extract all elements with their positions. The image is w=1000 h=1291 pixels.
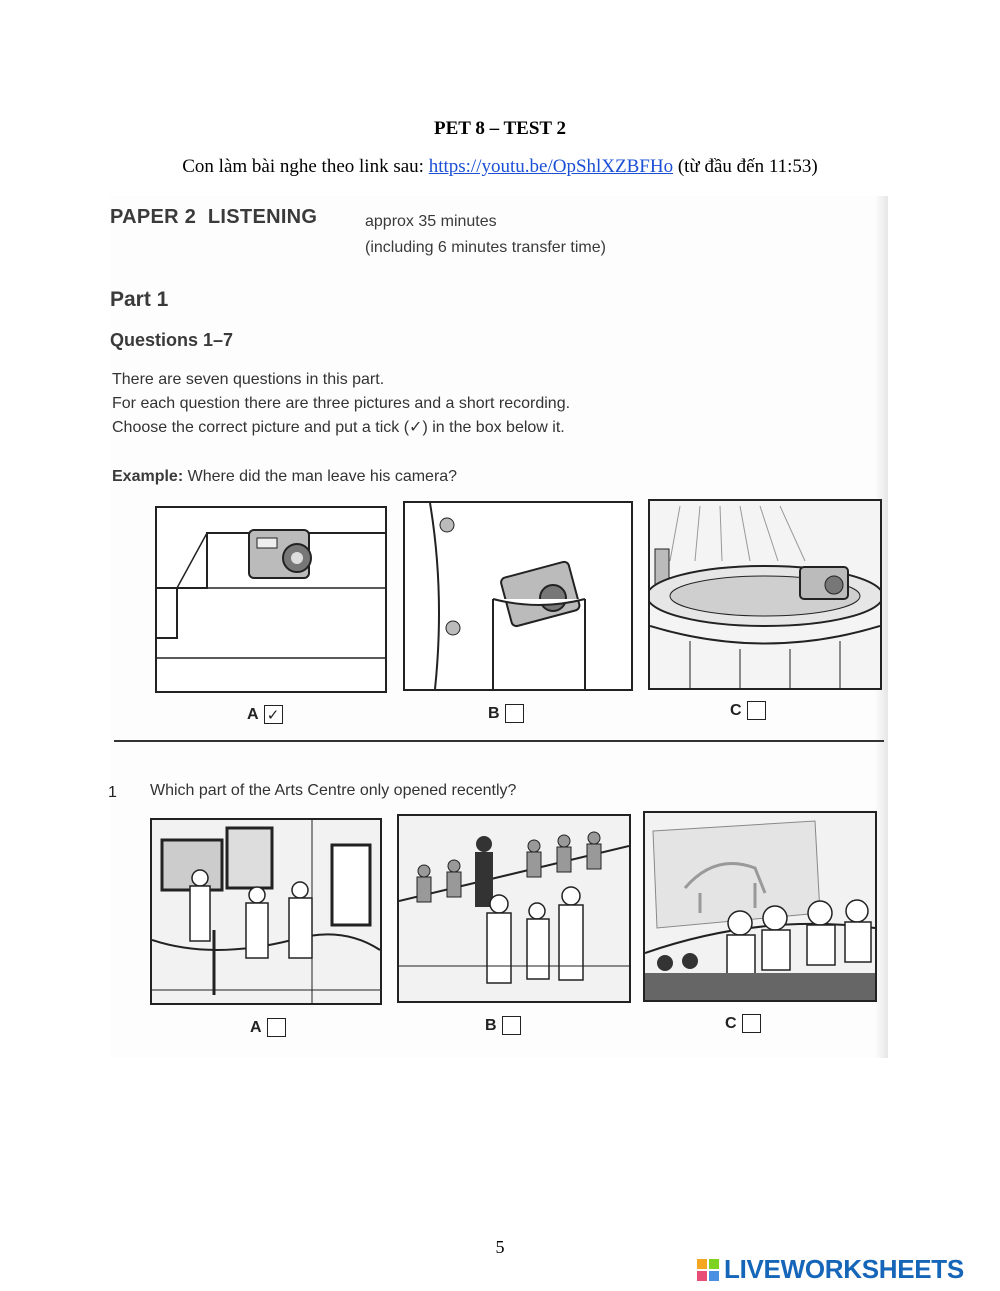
q1-option-b xyxy=(485,1016,521,1035)
section-divider xyxy=(114,740,884,742)
q1-picture-b xyxy=(397,814,631,1003)
q1-option-a xyxy=(250,1018,286,1037)
camera-on-fountain-illustration xyxy=(650,501,880,688)
q1-picture-a xyxy=(150,818,382,1005)
option-letter: C xyxy=(725,1014,737,1032)
example-text: Where did the man leave his camera? xyxy=(187,468,458,485)
art-gallery-illustration xyxy=(152,820,380,1003)
time-line-2: (including 6 minutes transfer time) xyxy=(365,239,606,256)
answer-checkbox-c[interactable] xyxy=(747,701,766,720)
q1-option-c xyxy=(725,1014,761,1033)
question-text: Which part of the Arts Centre only opened recently? xyxy=(150,782,517,799)
option-letter: A xyxy=(250,1018,262,1036)
option-letter: C xyxy=(730,701,742,719)
paper-time xyxy=(365,209,606,261)
questions-heading: Questions 1–7 xyxy=(110,330,234,350)
page-number: 5 xyxy=(495,1237,505,1257)
cinema-illustration xyxy=(645,813,875,1000)
page-title: PET 8 – TEST 2 xyxy=(433,118,566,139)
answer-checkbox-a[interactable]: ✓ xyxy=(264,705,283,724)
example-picture-a xyxy=(155,506,387,693)
option-letter: B xyxy=(488,704,500,722)
instruction-line xyxy=(0,156,1000,178)
camera-in-pocket-illustration xyxy=(405,503,631,689)
instructions xyxy=(112,368,570,440)
option-letter: A xyxy=(247,705,259,723)
liveworksheets-logo-icon xyxy=(697,1259,719,1281)
instruction-suffix: (từ đầu đến 11:53) xyxy=(677,156,818,177)
example-question xyxy=(112,468,457,486)
brand-name: LIVEWORKSHEETS xyxy=(724,1254,964,1284)
youtube-link[interactable]: https://youtu.be/OpShlXZBFHo xyxy=(428,156,674,177)
q1-picture-c xyxy=(643,811,877,1002)
instruction-1: There are seven questions in this part. xyxy=(112,371,385,388)
example-option-b xyxy=(488,704,524,723)
time-line-1: approx 35 minutes xyxy=(365,213,497,230)
answer-checkbox-b[interactable] xyxy=(505,704,524,723)
example-picture-b xyxy=(403,501,633,691)
example-option-c xyxy=(730,701,766,720)
example-label: Example: xyxy=(112,468,184,485)
paper-heading: PAPER 2 LISTENING xyxy=(110,206,318,228)
part-heading: Part 1 xyxy=(110,288,169,311)
orchestra-illustration xyxy=(399,816,629,1001)
instruction-prefix: Con làm bài nghe theo link sau: xyxy=(182,156,424,177)
answer-checkbox-a[interactable] xyxy=(267,1018,286,1037)
camera-on-stairs-illustration xyxy=(157,508,385,691)
option-letter: B xyxy=(485,1016,497,1034)
question-number: 1 xyxy=(108,784,117,801)
instruction-2: For each question there are three pictures and a short recording. xyxy=(112,395,571,412)
example-picture-c xyxy=(648,499,882,690)
answer-checkbox-b[interactable] xyxy=(502,1016,521,1035)
scanned-exam-page xyxy=(110,196,888,1058)
liveworksheets-brand xyxy=(697,1254,964,1285)
instruction-3: Choose the correct picture and put a tick (✓) in the box below it. xyxy=(112,419,565,436)
answer-checkbox-c[interactable] xyxy=(742,1014,761,1033)
example-option-a xyxy=(247,705,283,724)
